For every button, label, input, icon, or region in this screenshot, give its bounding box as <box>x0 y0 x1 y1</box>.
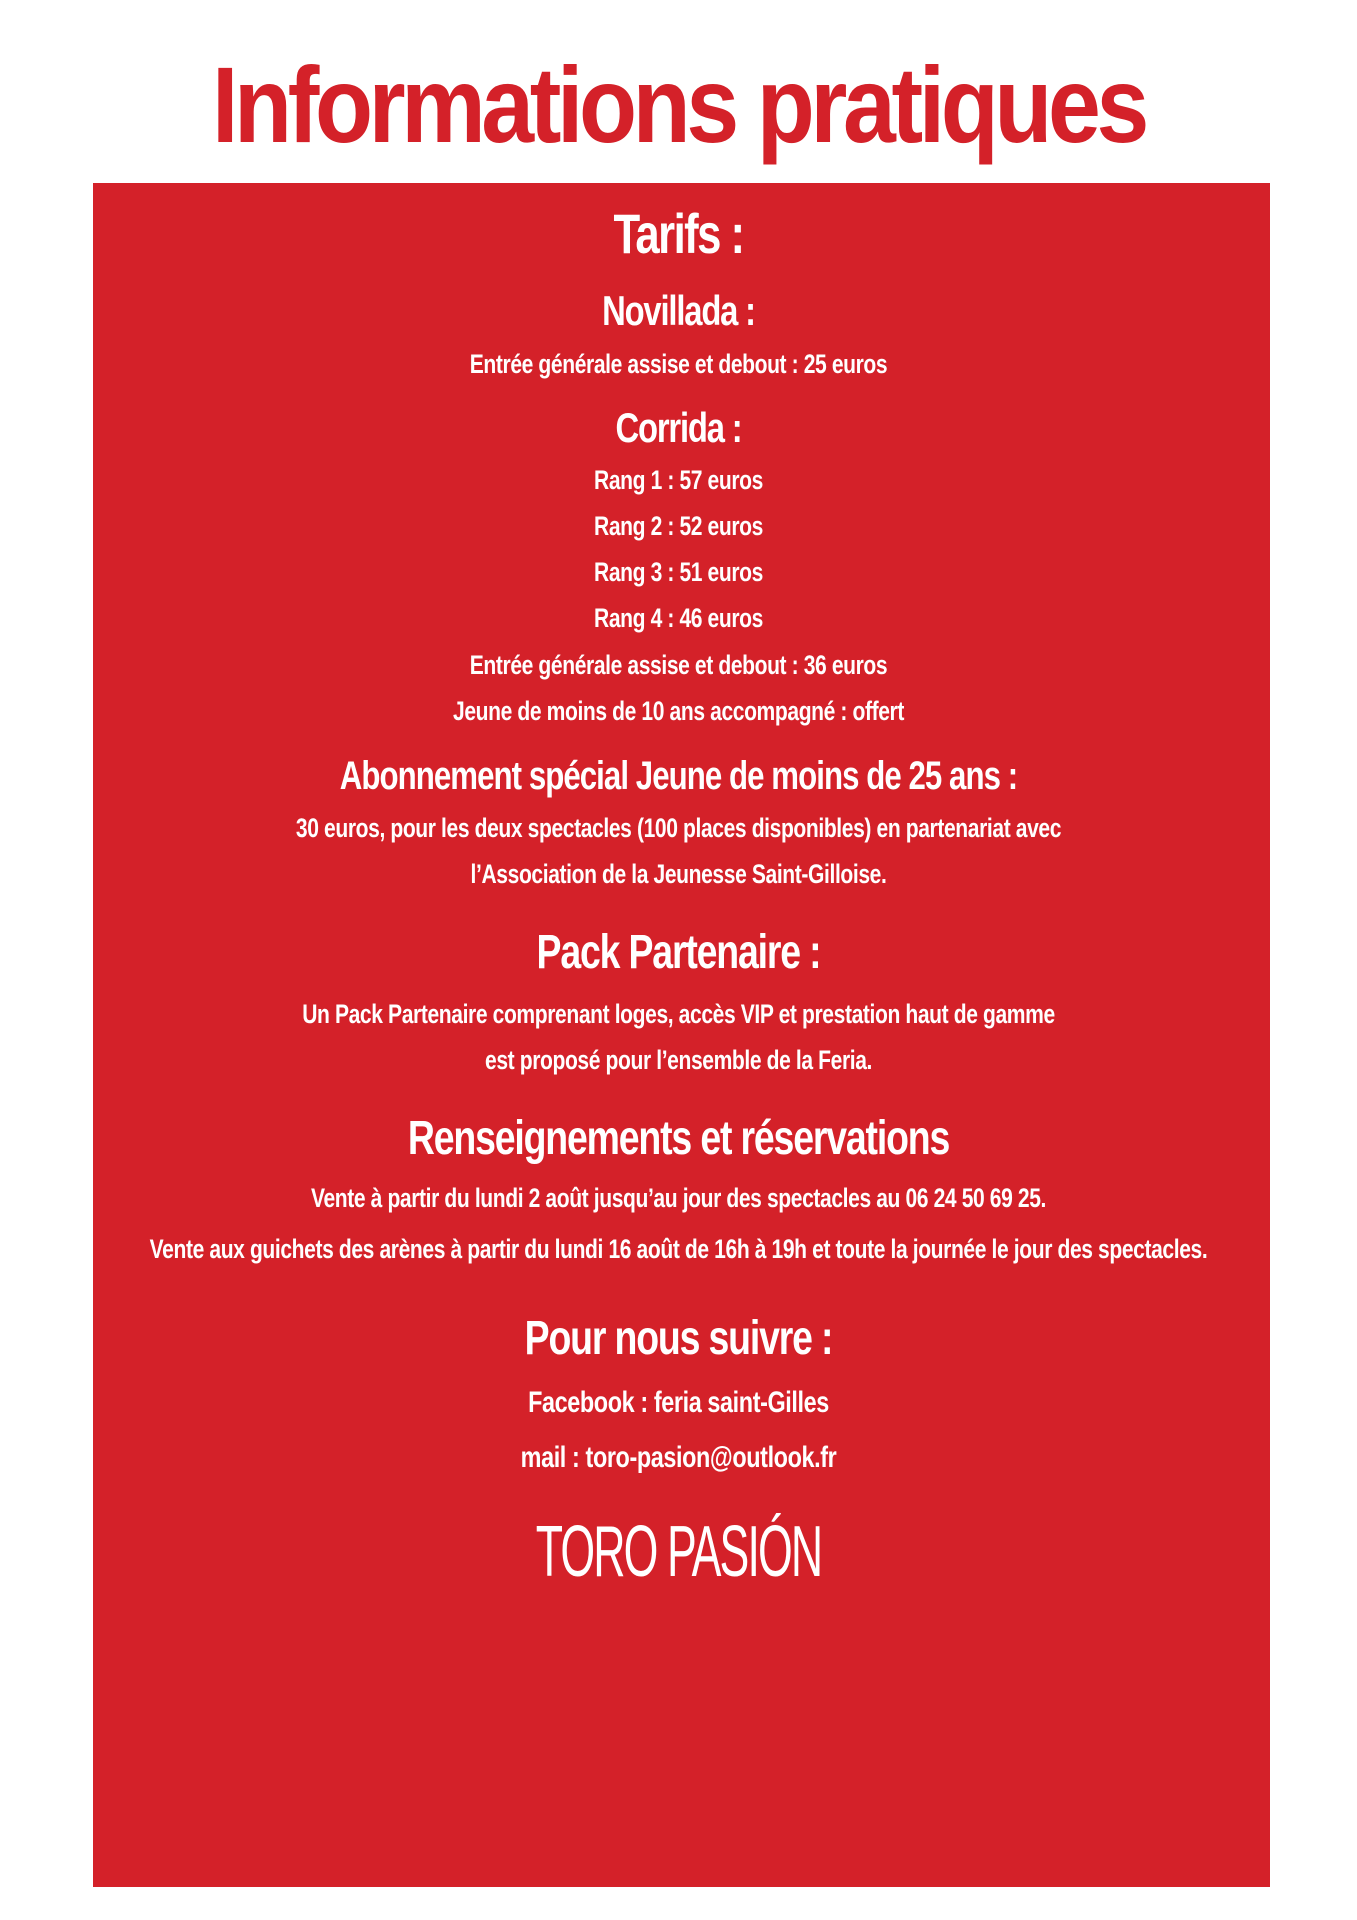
corrida-jeune: Jeune de moins de 10 ans accompagné : offert <box>453 696 904 726</box>
corrida-heading: Corrida : <box>615 404 742 451</box>
abonnement-line-2: l’Association de la Jeunesse Saint-Gilloise. <box>470 859 887 889</box>
abonnement-line-1: 30 euros, pour les deux spectacles (100 places disponibles) en partenariat avec <box>295 813 1062 843</box>
renseignements-line-2: Vente aux guichets des arènes à partir du lundi 16 août de 16h à 19h et toute la journée le jour des spectacles. <box>149 1234 1208 1264</box>
novillada-heading: Novillada : <box>602 287 755 334</box>
corrida-rang-1: Rang 1 : 57 euros <box>594 465 763 495</box>
brand-logo: TORO PASIÓN <box>535 1512 822 1592</box>
pack-line-2: est proposé pour l’ensemble de la Feria. <box>484 1045 873 1075</box>
corrida-rang-4: Rang 4 : 46 euros <box>594 603 763 633</box>
corrida-rang-3: Rang 3 : 51 euros <box>594 557 763 587</box>
renseignements-line-1: Vente à partir du lundi 2 août jusqu’au jour des spectacles au 06 24 50 69 25. <box>310 1183 1047 1213</box>
tarifs-heading: Tarifs : <box>613 202 744 265</box>
facebook-link[interactable]: Facebook : feria saint-Gilles <box>528 1386 829 1419</box>
page-title: Informations pratiques <box>212 44 1145 165</box>
corrida-general: Entrée générale assise et debout : 36 euros <box>469 650 888 680</box>
abonnement-heading: Abonnement spécial Jeune de moins de 25 ans : <box>339 754 1018 798</box>
renseignements-heading: Renseignements et réservations <box>407 1112 950 1165</box>
novillada-price: Entrée générale assise et debout : 25 euros <box>469 349 888 379</box>
pack-heading: Pack Partenaire : <box>536 926 821 979</box>
email-link[interactable]: mail : toro-pasion@outlook.fr <box>520 1441 837 1474</box>
corrida-rang-2: Rang 2 : 52 euros <box>594 511 763 541</box>
suivre-heading: Pour nous suivre : <box>524 1312 833 1365</box>
pack-line-1: Un Pack Partenaire comprenant loges, accès VIP et prestation haut de gamme <box>302 999 1055 1029</box>
